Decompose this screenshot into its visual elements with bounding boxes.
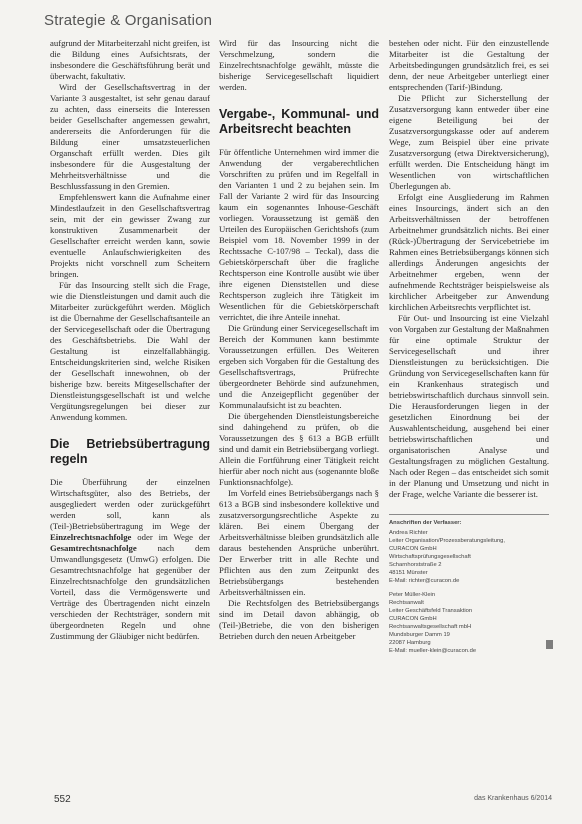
author-line: Peter Müller-Klein xyxy=(389,592,436,598)
running-header xyxy=(44,8,562,32)
author-line: 48151 Münster xyxy=(389,570,428,576)
author-email: E-Mail: richter@curacon.de xyxy=(389,578,460,584)
author-line: Scharnhorststraße 2 xyxy=(389,562,442,568)
paragraph: Die Rechtsfolgen des Betriebsübergangs sind im Detail davon abhängig, ob (Teil-)Betriebe, die von den bisherigen Betrieben durch den neuen Arbeitgeber xyxy=(219,598,379,641)
paragraph-text: nach dem Umwandlungsgesetz (UmwG) erfolgen. Die Gesamtrechtsnachfolge hat gegenüber der Einzelrechtsnachfolge den grundsätzlichen Vorteil, dass die Vermögenswerte und Verträge des Übertragenden nicht einzeln verschieden der Rechtsträger, sondern mit übergeordneten Regeln und ohne Zustimmung der Gläubiger nicht bedürfen. xyxy=(50,543,210,641)
author-line: Rechtsanwaltsgesellschaft mbH xyxy=(389,624,472,630)
column-3 xyxy=(389,38,549,661)
paragraph: Wird für das Insourcing nicht die Verschmelzung, sondern die Einzelrechtsnachfolge gewählt, müsste die bisherige Servicegesellschaft liquidiert werden. xyxy=(219,38,379,92)
column-1 xyxy=(50,38,210,642)
author-line: Leiter Organisation/Prozessberatungsleitung, xyxy=(389,538,506,544)
author-line: Leiter Geschäftsfeld Transaktion xyxy=(389,608,473,614)
page-footer xyxy=(44,792,562,810)
bold-term: Gesamtrechtsnachfolge xyxy=(50,543,137,553)
author-block-1 xyxy=(389,529,549,585)
paragraph: Die Pflicht zur Sicherstellung der Zusatzversorgung kann entweder über eine eigene Beteiligung bei der Zusatzversorgungskasse oder auf anderem Wege, zum Beispiel über eine private Zusatzversorgung (etwa Direktversicherung), erfüllt werden. Die Entscheidung hängt im Wesentlichen von wirtschaftlichen Überlegungen ab. xyxy=(389,93,549,191)
scan-mark-icon xyxy=(546,640,553,649)
author-line: CURACON GmbH xyxy=(389,546,437,552)
section-title: Strategie & Organisation xyxy=(44,11,213,29)
author-line: Andrea Richter xyxy=(389,530,428,536)
paragraph: Wird der Gesellschaftsvertrag in der Variante 3 ausgestaltet, ist sehr genau darauf zu achten, dass einerseits die Interessen beider Gesellschafter angemessen gewahrt, andererseits die Anforderungen für die Bildung einer umsatzsteuerlichen Organschaft erfüllt werden. Dies gilt insbesondere für die Ausgestaltung der Mehrheitsverhältnisse und die Beschlussfassung in den Gremien. xyxy=(50,82,210,191)
paragraph-text: Die Überführung der einzelnen Wirtschaftsgüter, also des Betriebs, der ausgegliedert werden oder zurückgeführt werden soll, kann als (Teil-)Betriebsübertragung im Wege der xyxy=(50,477,210,531)
bold-term: Einzelrechtsnachfolge xyxy=(50,532,132,542)
paragraph: Für das Insourcing stellt sich die Frage, wie die Dienstleistungen und damit auch die Mitarbeiter zurückgeführt werden. Möglich ist die Übernahme der Gesellschaftsanteile an der Servicegesellschaft oder die Übertragung des Geschäftsbetriebs. Die Wahl der Gestaltung ist einzelfallabhängig. Entscheidungskriterien sind, welche Risiken der Gesellschaft innewohnen, ob der bisherige bzw. bereits Mitgesellschafter der Dienstleistungsgesellschaft ist und welche Vergütungsregelungen bei dieser zur Anwendung kommen. xyxy=(50,280,210,422)
page-number: 552 xyxy=(54,794,71,805)
paragraph: aufgrund der Mitarbeiterzahl nicht greifen, ist die Bildung eines Aufsichtsrats, der insbesondere die Geschäftsführung berät und überwacht, fakultativ. xyxy=(50,38,210,81)
paragraph: Erfolgt eine Ausgliederung im Rahmen eines Insourcings, ändert sich an den Arbeitsverhältnissen der betroffenen Arbeitnehmer grundsätzlich nichts. Bei einer (Rück-)Übertragung der Servicebetriebe im Rahmen eines Betriebsübergangs können sich allerdings Änderungen angesichts der Arbeitnehmer ergeben, wenn der aufnehmende Rechtsträger beispielsweise als kirchlicher Arbeitgeber zur Anwendung kirchlichen Arbeitsrechts verpflichtet ist. xyxy=(389,192,549,312)
paragraph: Für öffentliche Unternehmen wird immer die Anwendung der vergaberechtlichen Vorschriften zu prüfen und im Regelfall in den Varianten 1 und 2 zu bejahen sein. Im Fall der Variante 2 wird für das Insourcing kaum ein sogenanntes Inhouse-Geschäft vorliegen. Voraussetzung ist gemäß den Urteilen des Europäischen Gerichtshofs (zum Beispiel vom 18. November 1999 in der Rechtssache C-107/98 – Teckal), dass die Gebietskörperschaft über die fragliche Rechtsperson eine Kontrolle ausübt wie über ihre eigenen Dienststellen und diese Rechtsperson zugleich ihre Tätigkeit im Wesentlichen für die Gebietskörperschaft verrichtet, die ihre Anteile innehat. xyxy=(219,147,379,322)
author-line: Wirtschaftsprüfungsgesellschaft xyxy=(389,554,471,560)
paragraph xyxy=(50,477,210,642)
author-line: Rechtsanwalt xyxy=(389,600,424,606)
author-line: 22087 Hamburg xyxy=(389,640,431,646)
paragraph-text: oder im Wege der xyxy=(131,532,210,542)
issue-label: das Krankenhaus 6/2014 xyxy=(474,795,552,802)
author-email: E-Mail: mueller-klein@curacon.de xyxy=(389,648,477,654)
author-block-2 xyxy=(389,591,549,655)
paragraph: Die übergehenden Dienstleistungsbereiche sind dahingehend zu prüfen, ob die Voraussetzungen des § 613 a BGB erfüllt sind und damit ein Betriebsübergang vorliegt. Allein die Fortführung einer Tätigkeit reicht hierfür aber noch nicht aus (sogenannte bloße Funktionsnachfolge). xyxy=(219,411,379,487)
column-2 xyxy=(219,38,379,642)
paragraph: Im Vorfeld eines Betriebsübergangs nach § 613 a BGB sind insbesondere kollektive und zusatzversorgungsrechtliche Aspekte zu klären. Bei einem Übergang der Arbeitsverhältnisse bleiben grundsätzlich alle daraus bestehenden Ansprüche unberührt. Der Erwerber tritt in alle Rechte und Pflichten aus den zum Zeitpunkt des Betriebsübergangs bestehenden Arbeitsverhältnissen ein. xyxy=(219,488,379,597)
article-body xyxy=(44,38,560,790)
paragraph: Die Gründung einer Servicegesellschaft im Bereich der Kommunen kann bestimmte Voraussetzungen erfüllen. Des Weiteren ergeben sich Vorgaben für die Gestaltung des Gesellschaftsvertrags, Prüfrechte übergeordneter Behörde sind aufzunehmen, und die Anzeigepflicht gegenüber der Kommunalaufsicht ist zu beachten. xyxy=(219,323,379,410)
section-heading: Die Betriebsübertragung regeln xyxy=(50,437,210,466)
author-line: CURACON GmbH xyxy=(389,616,437,622)
authors-heading: Anschriften der Verfasser: xyxy=(389,520,462,526)
paragraph: Für Out- und Insourcing ist eine Vielzahl von Vorgaben zur Gestaltung der Maßnahmen für eine optimale Struktur der Servicegesellschaft und ihrer Dienstleistungen zu berücksichtigen. Die Gründung von Servicegesellschaften kann für ein Krankenhaus strategisch und betriebswirtschaftlich durchaus sinnvoll sein. Die Herausforderungen liegen in der gesetzlichen Einordnung bei der Auswahlentscheidung, ausgehend bei einer betriebswirtschaftlichen und organisatorischen Analyse und Gestaltungsfragen zu möglichen Gestaltung. Nach oder Regen – das entscheidet sich somit in der Planung und Umsetzung und nicht in der Frage, welche Variante die besserer ist. xyxy=(389,313,549,499)
paragraph: bestehen oder nicht. Für den einzustellende Mitarbeiter ist die Gestaltung der Arbeitsbedingungen grundsätzlich frei, es sei denn, der neue Arbeitgeber unterliegt einer entsprechenden (Tarif-)Bindung. xyxy=(389,38,549,92)
author-addresses xyxy=(389,514,549,655)
paragraph: Empfehlenswert kann die Aufnahme einer Mindestlaufzeit in den Gesellschaftsvertrag sein, mit der ein gewisser Zwang zur konstruktiven Zusammenarbeit der Gesellschafter erreicht werden kann, sowie eventuelle Anlaufschwierigkeiten des Projekts nicht vorschnell zum Scheitern bringen. xyxy=(50,192,210,279)
section-heading: Vergabe-, Kommunal- und Arbeitsrecht beachten xyxy=(219,107,379,136)
author-line: Mundsburger Damm 19 xyxy=(389,632,450,638)
